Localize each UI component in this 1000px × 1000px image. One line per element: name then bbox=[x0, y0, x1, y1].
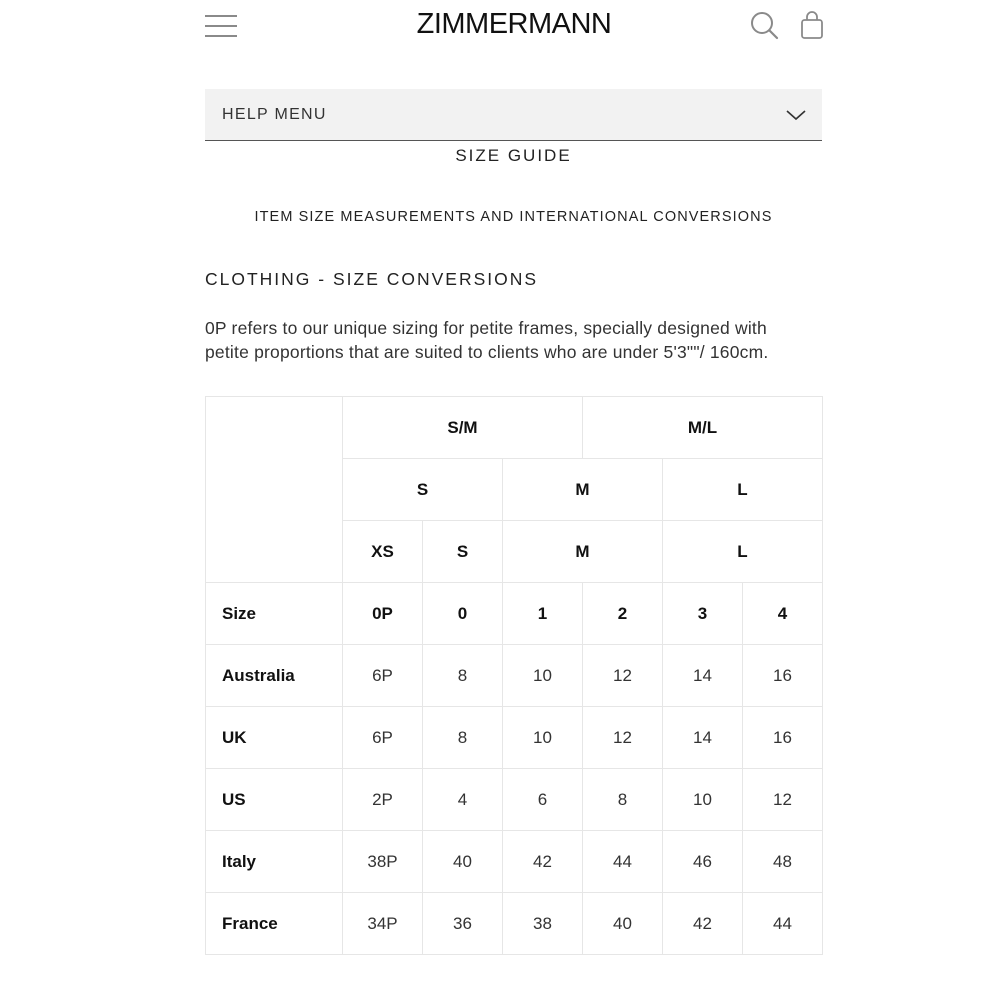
table-cell: 16 bbox=[743, 645, 823, 707]
row-label: Size bbox=[206, 583, 343, 645]
table-row bbox=[206, 831, 823, 893]
table-corner-cell bbox=[206, 397, 343, 583]
table-cell: 48 bbox=[743, 831, 823, 893]
table-cell: 4 bbox=[743, 583, 823, 645]
table-row bbox=[206, 645, 823, 707]
table-row bbox=[206, 397, 823, 459]
table-cell: 36 bbox=[423, 893, 503, 955]
section-title: CLOTHING - SIZE CONVERSIONS bbox=[205, 269, 539, 289]
table-cell: 8 bbox=[583, 769, 663, 831]
table-cell: 0 bbox=[423, 583, 503, 645]
table-cell: 16 bbox=[743, 707, 823, 769]
row-label: US bbox=[206, 769, 343, 831]
table-header-cell: S bbox=[423, 521, 503, 583]
table-cell: 12 bbox=[743, 769, 823, 831]
table-cell: 10 bbox=[663, 769, 743, 831]
table-cell: 3 bbox=[663, 583, 743, 645]
table-cell: 12 bbox=[583, 707, 663, 769]
hamburger-menu-icon[interactable] bbox=[205, 14, 237, 38]
shopping-bag-icon[interactable] bbox=[800, 10, 824, 40]
row-label: Australia bbox=[206, 645, 343, 707]
table-header-cell: L bbox=[663, 459, 823, 521]
table-cell: 44 bbox=[583, 831, 663, 893]
table-header-cell: S/M bbox=[343, 397, 583, 459]
brand-logo[interactable]: ZIMMERMANN bbox=[416, 8, 612, 40]
table-row bbox=[206, 707, 823, 769]
table-cell: 8 bbox=[423, 645, 503, 707]
table-header-cell: S bbox=[343, 459, 503, 521]
chevron-down-icon bbox=[786, 108, 806, 122]
row-label: UK bbox=[206, 707, 343, 769]
search-icon[interactable] bbox=[749, 10, 779, 40]
table-cell: 40 bbox=[423, 831, 503, 893]
row-label: France bbox=[206, 893, 343, 955]
table-cell: 6P bbox=[343, 645, 423, 707]
table-cell: 4 bbox=[423, 769, 503, 831]
table-cell: 38P bbox=[343, 831, 423, 893]
table-header-cell: M/L bbox=[583, 397, 823, 459]
table-cell: 46 bbox=[663, 831, 743, 893]
table-cell: 14 bbox=[663, 645, 743, 707]
table-row bbox=[206, 769, 823, 831]
table-row bbox=[206, 893, 823, 955]
row-label: Italy bbox=[206, 831, 343, 893]
size-conversion-table bbox=[205, 396, 823, 955]
help-menu-label: HELP MENU bbox=[222, 106, 327, 123]
table-cell: 2P bbox=[343, 769, 423, 831]
table-cell: 40 bbox=[583, 893, 663, 955]
table-row bbox=[206, 583, 823, 645]
table-header-cell: M bbox=[503, 459, 663, 521]
table-cell: 10 bbox=[503, 645, 583, 707]
page-subtitle: ITEM SIZE MEASUREMENTS AND INTERNATIONAL CONVERSIONS bbox=[254, 209, 773, 225]
table-cell: 2 bbox=[583, 583, 663, 645]
table-cell: 42 bbox=[503, 831, 583, 893]
table-cell: 42 bbox=[663, 893, 743, 955]
table-cell: 1 bbox=[503, 583, 583, 645]
table-cell: 34P bbox=[343, 893, 423, 955]
table-cell: 0P bbox=[343, 583, 423, 645]
table-cell: 10 bbox=[503, 707, 583, 769]
petite-sizing-note: 0P refers to our unique sizing for petite frames, specially designed with petite proportions that are suited to clients who are under 5'3""/ 160cm. bbox=[205, 318, 769, 362]
table-cell: 8 bbox=[423, 707, 503, 769]
help-menu-dropdown[interactable] bbox=[205, 89, 822, 141]
table-cell: 14 bbox=[663, 707, 743, 769]
table-header-cell: L bbox=[663, 521, 823, 583]
table-cell: 6P bbox=[343, 707, 423, 769]
table-cell: 44 bbox=[743, 893, 823, 955]
table-header-cell: XS bbox=[343, 521, 423, 583]
table-cell: 6 bbox=[503, 769, 583, 831]
table-cell: 38 bbox=[503, 893, 583, 955]
page-title: SIZE GUIDE bbox=[455, 146, 572, 165]
table-header-cell: M bbox=[503, 521, 663, 583]
table-cell: 12 bbox=[583, 645, 663, 707]
